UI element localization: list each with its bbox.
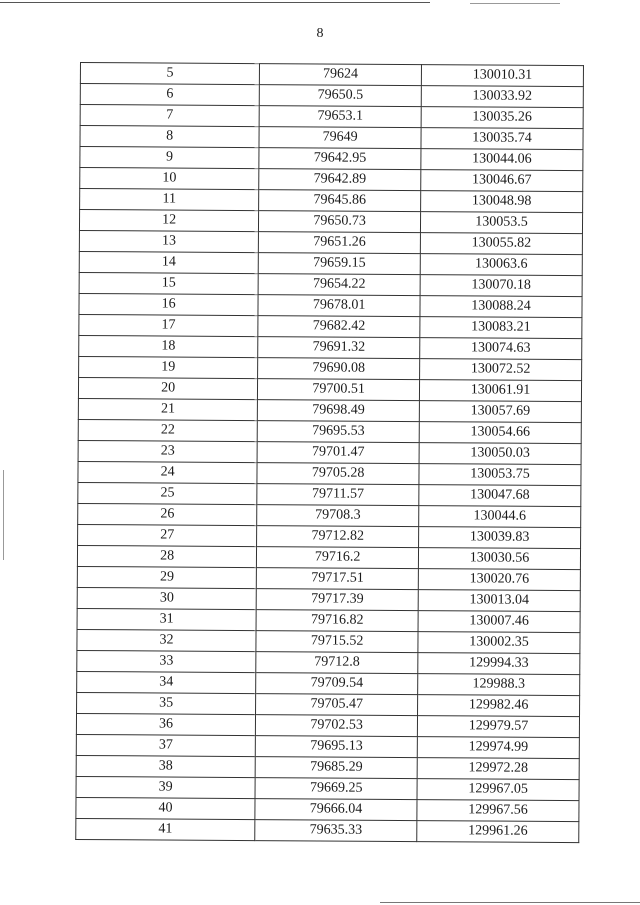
y-coordinate-cell: 130063.6 [420,254,582,276]
page-number: 8 [316,26,324,41]
table-row [76,818,579,842]
table-row [79,356,582,380]
point-number-cell: 40 [76,797,255,819]
y-coordinate-cell: 130055.82 [420,233,582,255]
table-row [77,587,580,611]
table-row [78,377,581,401]
point-number-cell: 24 [78,461,257,483]
point-number-cell: 8 [80,126,259,148]
y-coordinate-cell: 130030.56 [418,548,580,570]
x-coordinate-cell: 79690.08 [258,358,420,380]
table-row [77,566,580,590]
table-row [80,63,583,87]
x-coordinate-cell: 79659.15 [258,253,420,275]
x-coordinate-cell: 79711.57 [257,484,419,506]
x-coordinate-cell: 79653.1 [259,106,421,128]
point-number-cell: 13 [79,230,258,252]
y-coordinate-cell: 130020.76 [418,569,580,591]
x-coordinate-cell: 79682.42 [258,316,420,338]
table-row [79,293,582,317]
y-coordinate-cell: 130047.68 [419,485,581,507]
table-row [80,189,583,213]
y-coordinate-cell: 130053.75 [419,464,581,486]
x-coordinate-cell: 79709.54 [256,673,418,695]
table-row [78,503,581,527]
table-row [78,398,581,422]
table-row [76,713,579,737]
y-coordinate-cell: 129967.05 [417,779,579,801]
x-coordinate-cell: 79650.73 [259,211,421,233]
point-number-cell: 30 [77,587,256,609]
table-row [76,734,579,758]
y-coordinate-cell: 130013.04 [418,590,580,612]
x-coordinate-cell: 79712.82 [257,526,419,548]
y-coordinate-cell: 130044.06 [421,149,583,171]
point-number-cell: 21 [78,398,257,420]
point-number-cell: 28 [77,545,256,567]
y-coordinate-cell: 130048.98 [421,191,583,213]
y-coordinate-cell: 130010.31 [421,65,583,87]
x-coordinate-cell: 79645.86 [259,190,421,212]
y-coordinate-cell: 129974.99 [417,737,579,759]
y-coordinate-cell: 130057.69 [419,401,581,423]
table-row [79,210,582,234]
x-coordinate-cell: 79635.33 [255,820,417,842]
point-number-cell: 15 [79,272,258,294]
point-number-cell: 12 [79,210,258,232]
y-coordinate-cell: 130061.91 [420,380,582,402]
y-coordinate-cell: 130053.5 [421,212,583,234]
x-coordinate-cell: 79624 [260,64,422,86]
point-number-cell: 7 [80,105,259,127]
point-number-cell: 41 [76,818,255,840]
y-coordinate-cell: 130074.63 [420,338,582,360]
x-coordinate-cell: 79717.39 [256,589,418,611]
table-row [78,482,581,506]
point-number-cell: 23 [78,440,257,462]
point-number-cell: 22 [78,419,257,441]
scan-edge-line [470,3,560,4]
y-coordinate-cell: 130070.18 [420,275,582,297]
x-coordinate-cell: 79702.53 [256,715,418,737]
table-row [80,105,583,129]
point-number-cell: 11 [80,189,259,211]
table-row [79,272,582,296]
point-number-cell: 20 [78,377,257,399]
table-row [79,230,582,254]
x-coordinate-cell: 79695.13 [255,736,417,758]
point-number-cell: 26 [78,503,257,525]
scan-edge-line [3,470,4,560]
point-number-cell: 19 [79,356,258,378]
x-coordinate-cell: 79708.3 [257,505,419,527]
point-number-cell: 16 [79,293,258,315]
point-number-cell: 5 [80,63,259,85]
table-row [78,419,581,443]
table-row [78,524,581,548]
table-row [79,251,582,275]
table-row [77,608,580,632]
point-number-cell: 27 [78,524,257,546]
table-row [80,126,583,150]
coordinates-table-body [76,63,584,843]
x-coordinate-cell: 79649 [259,127,421,149]
y-coordinate-cell: 130050.03 [419,443,581,465]
y-coordinate-cell: 129972.28 [417,758,579,780]
x-coordinate-cell: 79698.49 [258,400,420,422]
point-number-cell: 10 [80,168,259,190]
y-coordinate-cell: 129961.26 [417,821,579,843]
table-row [77,545,580,569]
point-number-cell: 18 [79,335,258,357]
point-number-cell: 38 [76,755,255,777]
point-number-cell: 37 [76,734,255,756]
point-number-cell: 6 [80,84,259,106]
y-coordinate-cell: 130088.24 [420,296,582,318]
table-row [80,84,583,108]
x-coordinate-cell: 79678.01 [258,295,420,317]
table-row [80,168,583,192]
point-number-cell: 29 [77,566,256,588]
y-coordinate-cell: 130033.92 [421,86,583,108]
x-coordinate-cell: 79691.32 [258,337,420,359]
x-coordinate-cell: 79715.52 [256,631,418,653]
table-row [78,440,581,464]
x-coordinate-cell: 79700.51 [258,379,420,401]
point-number-cell: 34 [77,671,256,693]
point-number-cell: 9 [80,147,259,169]
x-coordinate-cell: 79705.28 [257,463,419,485]
x-coordinate-cell: 79716.82 [256,610,418,632]
x-coordinate-cell: 79650.5 [259,85,421,107]
y-coordinate-cell: 130046.67 [421,170,583,192]
table-row [79,335,582,359]
point-number-cell: 33 [77,650,256,672]
coordinates-table [75,62,584,843]
point-number-cell: 14 [79,251,258,273]
table-row [76,755,579,779]
x-coordinate-cell: 79717.51 [257,568,419,590]
x-coordinate-cell: 79705.47 [256,694,418,716]
x-coordinate-cell: 79666.04 [255,799,417,821]
scan-edge-line [380,902,640,903]
y-coordinate-cell: 129994.33 [418,653,580,675]
y-coordinate-cell: 130035.26 [421,107,583,129]
y-coordinate-cell: 129988.3 [418,674,580,696]
y-coordinate-cell: 130039.83 [419,527,581,549]
y-coordinate-cell: 130054.66 [419,422,581,444]
point-number-cell: 31 [77,608,256,630]
point-number-cell: 35 [77,692,256,714]
y-coordinate-cell: 130044.6 [419,506,581,528]
point-number-cell: 36 [76,713,255,735]
y-coordinate-cell: 129967.56 [417,800,579,822]
y-coordinate-cell: 130072.52 [420,359,582,381]
point-number-cell: 39 [76,776,255,798]
x-coordinate-cell: 79642.89 [259,169,421,191]
table-row [77,671,580,695]
x-coordinate-cell: 79695.53 [257,421,419,443]
table-row [76,797,579,821]
x-coordinate-cell: 79712.8 [256,652,418,674]
x-coordinate-cell: 79716.2 [257,547,419,569]
point-number-cell: 25 [78,482,257,504]
x-coordinate-cell: 79642.95 [259,148,421,170]
x-coordinate-cell: 79685.29 [255,757,417,779]
table-row [76,776,579,800]
y-coordinate-cell: 129982.46 [418,695,580,717]
y-coordinate-cell: 130007.46 [418,611,580,633]
point-number-cell: 17 [79,314,258,336]
table-row [78,461,581,485]
point-number-cell: 32 [77,629,256,651]
scan-edge-line [0,2,430,3]
x-coordinate-cell: 79669.25 [255,778,417,800]
y-coordinate-cell: 130035.74 [421,128,583,150]
x-coordinate-cell: 79654.22 [258,274,420,296]
y-coordinate-cell: 130083.21 [420,317,582,339]
table-row [77,692,580,716]
table-row [80,147,583,171]
table-row [79,314,582,338]
x-coordinate-cell: 79651.26 [259,232,421,254]
x-coordinate-cell: 79701.47 [257,442,419,464]
y-coordinate-cell: 129979.57 [417,716,579,738]
y-coordinate-cell: 130002.35 [418,632,580,654]
